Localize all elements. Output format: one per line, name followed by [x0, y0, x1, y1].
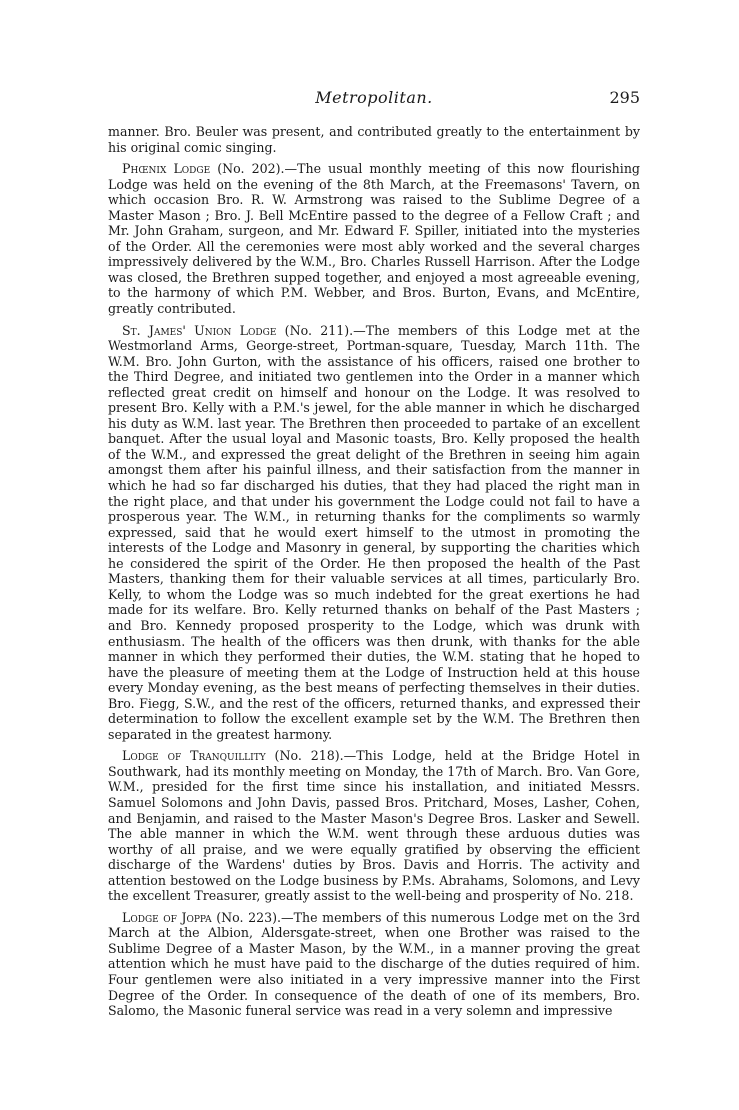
paragraph-text: (No. 223).—The members of this numerous Lodge met on the 3rd March at the Albion, Aldersgate-street, when one Brother was raised to the Sublime Degree of a Master Mason, by the W.M., in a manner proving the great attention which he must have paid to the discharge of the duties required of him. Four gentlemen were also initiated in a very impressive manner into the First Degree of the Order. In consequence of the death of one of its members, Bro. Salomo, the Masonic funeral service was read in a very solemn and impressive: [108, 909, 641, 1019]
lodge-name: Lodge of Joppa: [122, 909, 212, 925]
paragraph-text: (No. 202).—The usual monthly meeting of this now flourishing Lodge was held on the evening of the 8th March, at the Freemasons' Tavern, on which occasion Bro. R. W. Armstrong was raised to the Sublime Degree of a Master Mason ; Bro. J. Bell McEntire passed to the degree of a Fellow Craft ; and Mr. John Graham, surgeon, and Mr. Edward F. Spiller, initiated into the mysteries of the Order. All the ceremonies were most ably worked and the several charges impressively delivered by the W.M., Bro. Charles Russell Harrison. After the Lodge was closed, the Brethren supped together, and enjoyed a most agreeable evening, to the harmony of which P.M. Webber, and Bros. Burton, Evans, and McEntire, greatly contributed.: [108, 161, 640, 317]
page-header: [108, 88, 640, 108]
lodge-name: Phœnix Lodge: [122, 161, 211, 177]
paragraph-lodge-of-tranquillity: [108, 748, 640, 903]
paragraph-text: (No. 211).—The members of this Lodge met at the Westmorland Arms, George-street, Portman-square, Tuesday, March 11th. The W.M. Bro. John Gurton, with the assistance of his officers, raised one brother to the Third Degree, and initiated two gentlemen into the Order in a manner which reflected great credit on himself and honour on the Lodge. It was resolved to present Bro. Kelly with a P.M.'s jewel, for the able manner in which he discharged his duty as W.M. last year. The Brethren then proceeded to partake of an excellent banquet. After the usual loyal and Masonic toasts, Bro. Kelly proposed the health of the W.M., and expressed the great delight of the Brethren in seeing him again amongst them after his painful illness, and their satisfaction from the manner in which he had so far discharged his duties, that they had placed the right man in the right place, and that under his government the Lodge could not fail to have a prosperous year. The W.M., in returning thanks for the compliments so warmly expressed, said that he would exert himself to the utmost in promoting the interests of the Lodge and Masonry in general, by supporting the charities which he considered the spirit of the Order. He then proposed the health of the Past Masters, thanking them for their valuable services at all times, particularly Bro. Kelly, to whom the Lodge was so much indebted for the great exertions he had made for its welfare. Bro. Kelly returned thanks on behalf of the Past Masters ; and Bro. Kennedy proposed prosperity to the Lodge, which was drunk with enthusiasm. The health of the officers was then drunk, with thanks for the able manner in which they performed their duties, the W.M. stating that he hoped to have the pleasure of meeting them at the Lodge of Instruction held at this house every Monday evening, as the best means of perfecting themselves in their duties. Bro. Fiegg, S.W., and the rest of the officers, returned thanks, and expressed their determination to follow the excellent example set by the W.M. The Brethren then separated in the greatest harmony.: [108, 322, 640, 742]
paragraph-text: (No. 218).—This Lodge, held at the Bridge Hotel in Southwark, had its monthly meeting on Monday, the 17th of March. Bro. Van Gore, W.M., presided for the first time since his installation, and initiated Messrs. Samuel Solomons and John Davis, passed Bros. Pritchard, Moses, Lasher, Cohen, and Benjamin, and raised to the Master Mason's Degree Bros. Lasker and Sewell. The able manner in which the W.M. went through these arduous duties was worthy of all praise, and we were equally gratified by observing the efficient discharge of the Wardens' duties by Bros. Davis and Horris. The activity and attention bestowed on the Lodge business by P.Ms. Abrahams, Solomons, and Levy the excellent Treasurer, greatly assist to the well-being and prosperity of No. 218.: [108, 748, 641, 904]
paragraph-text: manner. Bro. Beuler was present, and contributed greatly to the entertainment by his original comic singing.: [108, 124, 640, 155]
paragraph-continuation: [108, 124, 640, 155]
lodge-name: St. James' Union Lodge: [122, 322, 277, 338]
paragraph-phoenix-lodge: [108, 161, 640, 316]
lodge-name: Lodge of Tranquillity: [122, 748, 266, 764]
running-title: Metropolitan.: [315, 88, 433, 107]
article-body: [108, 124, 640, 1025]
page-number: 295: [609, 88, 640, 107]
paragraph-lodge-of-joppa: [108, 910, 640, 1019]
paragraph-st-james-union-lodge: [108, 323, 640, 743]
